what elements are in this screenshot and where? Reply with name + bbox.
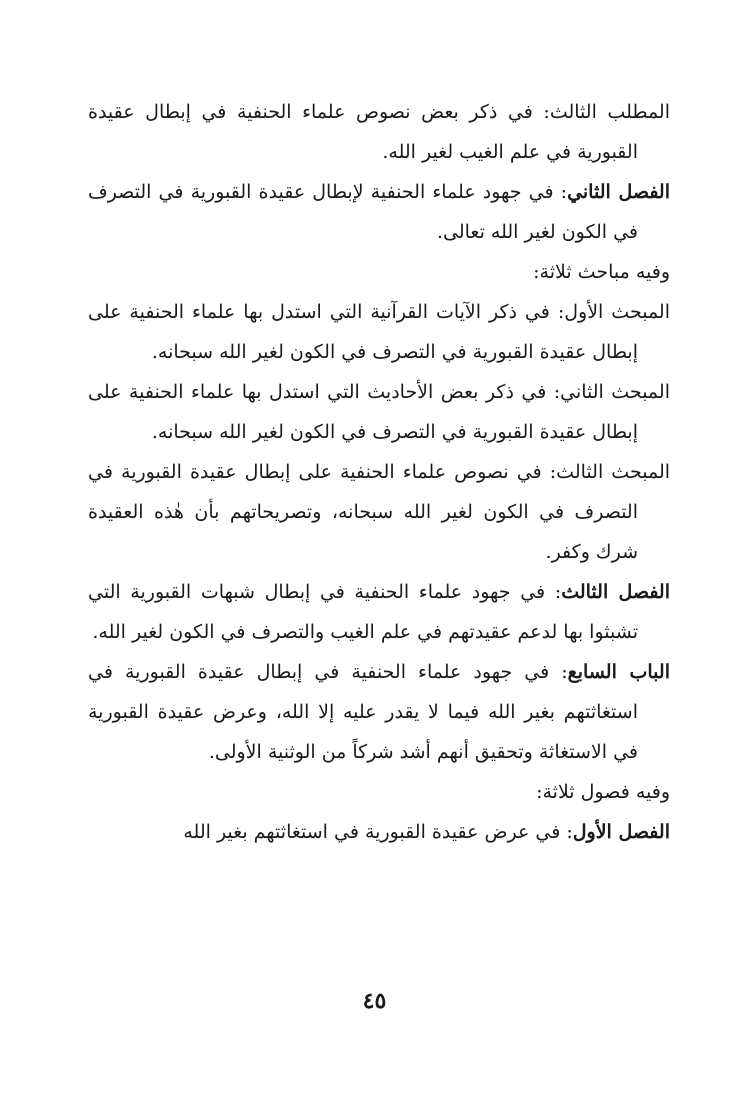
paragraph-fusul-intro	[88, 772, 670, 812]
paragraph-text: في ذكر بعض نصوص علماء الحنفية في إبطال عقيدة القبورية في علم الغيب لغير الله.	[88, 101, 638, 163]
page-number: ٤٥	[362, 988, 387, 1014]
paragraph-mabahith-intro	[88, 252, 670, 292]
paragraph-text: : في جهود علماء الحنفية في إبطال شبهات القبورية التي تشبثوا بها لدعم عقيدتهم في علم الغيب والتصرف في الكون لغير الله.	[88, 581, 638, 643]
paragraph-label: الفصل الثاني	[567, 181, 670, 203]
paragraph-label: المطلب الثالث:	[543, 101, 671, 123]
paragraph-text: وفيه مباحث ثلاثة:	[533, 261, 670, 283]
paragraph-matlab-3	[88, 92, 670, 172]
paragraph-label: المبحث الأول:	[557, 301, 670, 323]
paragraph-text: في ذكر بعض الأحاديث التي استدل بها علماء الحنفية على إبطال عقيدة القبورية في التصرف في الكون لغير الله سبحانه.	[88, 381, 638, 443]
paragraph-label: الباب السابع	[567, 661, 670, 683]
paragraph-label: المبحث الثاني:	[553, 381, 670, 403]
paragraph-fasl-2	[88, 172, 670, 252]
paragraph-text: : في جهود علماء الحنفية لإبطال عقيدة القبورية في التصرف في الكون لغير الله تعالى.	[88, 181, 638, 243]
paragraph-mabhath-2	[88, 372, 670, 452]
body-text	[88, 92, 670, 852]
paragraph-text: في نصوص علماء الحنفية على إبطال عقيدة القبورية في التصرف في الكون لغير الله سبحانه، وتصريحاتهم بأن هٰذه العقيدة شرك وكفر.	[88, 461, 639, 563]
paragraph-text: وفيه فصول ثلاثة:	[536, 781, 670, 803]
paragraph-label: الفصل الأول	[572, 821, 670, 843]
paragraph-label: الفصل الثالث	[561, 581, 670, 603]
paragraph-text: : في جهود علماء الحنفية في إبطال عقيدة القبورية في استغاثتهم بغير الله فيما لا يقدر عليه إلا الله، وعرض عقيدة القبورية في الاستغاثة وتحقيق أنهم أشد شركاً من الوثنية الأولى.	[88, 661, 638, 763]
paragraph-text: في ذكر الآيات القرآنية التي استدل بها علماء الحنفية على إبطال عقيدة القبورية في التصرف في الكون لغير الله سبحانه.	[88, 301, 638, 363]
paragraph-fasl-1	[88, 812, 670, 852]
paragraph-mabhath-3	[88, 452, 670, 572]
paragraph-fasl-3	[88, 572, 670, 652]
paragraph-label: المبحث الثالث:	[549, 461, 671, 483]
paragraph-bab-7	[88, 652, 670, 772]
paragraph-text: : في عرض عقيدة القبورية في استغاثتهم بغير الله	[183, 821, 573, 843]
paragraph-mabhath-1	[88, 292, 670, 372]
